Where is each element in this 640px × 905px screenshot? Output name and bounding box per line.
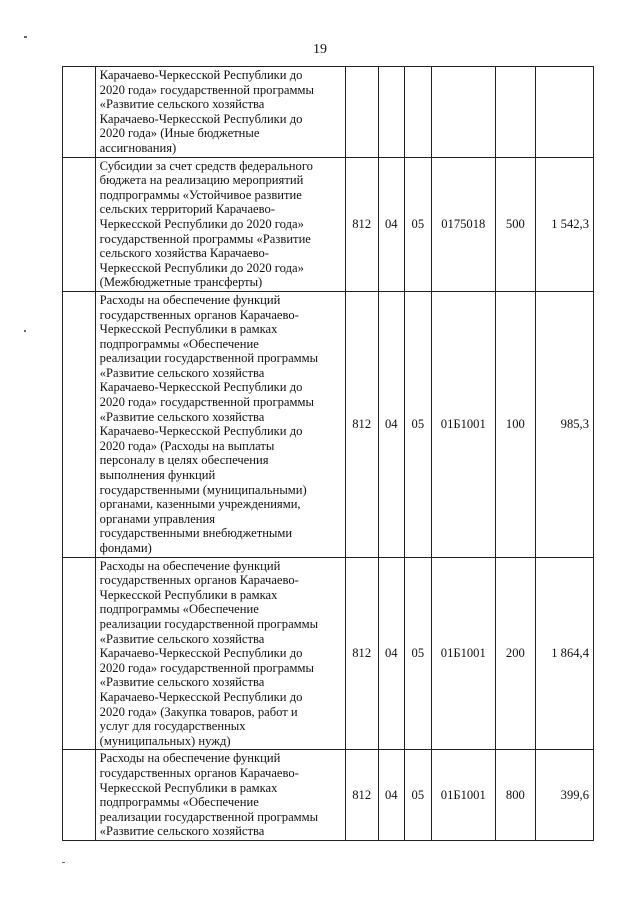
row-number-cell — [63, 291, 96, 557]
expense-type-code: 800 — [495, 750, 535, 841]
grbs-code: 812 — [345, 291, 378, 557]
subsection-code: 05 — [405, 291, 432, 557]
section-code: 04 — [378, 750, 405, 841]
table-row — [63, 157, 594, 291]
row-number-cell — [63, 157, 96, 291]
subsection-code: 05 — [405, 557, 432, 750]
amount: 1 864,4 — [535, 557, 593, 750]
subsection-code: 05 — [405, 157, 432, 291]
section-code: 04 — [378, 557, 405, 750]
table-row — [63, 67, 594, 158]
section-code — [378, 67, 405, 158]
row-number-cell — [63, 67, 96, 158]
page-number: 19 — [313, 42, 327, 57]
target-article-code: 01Б1001 — [431, 291, 495, 557]
target-article-code: 01Б1001 — [431, 750, 495, 841]
amount — [535, 67, 593, 158]
target-article-code: 01Б1001 — [431, 557, 495, 750]
row-description: Расходы на обеспечение функций государственных органов Карачаево- Черкесской Республики в рамках подпрограммы «Обеспечение реализации государственной программы «Развитие сельского хозяйства — [95, 750, 345, 841]
section-code: 04 — [378, 157, 405, 291]
grbs-code: 812 — [345, 557, 378, 750]
row-number-cell — [63, 557, 96, 750]
scan-mark — [24, 36, 27, 38]
grbs-code: 812 — [345, 750, 378, 841]
table-row — [63, 557, 594, 750]
amount: 985,3 — [535, 291, 593, 557]
row-description: Карачаево-Черкесской Республики до 2020 года» государственной программы «Развитие сельского хозяйства Карачаево-Черкесской Республики до 2020 года» (Иные бюджетные ассигнования) — [95, 67, 345, 158]
amount: 1 542,3 — [535, 157, 593, 291]
subsection-code — [405, 67, 432, 158]
grbs-code: 812 — [345, 157, 378, 291]
row-description: Субсидии за счет средств федерального бюджета на реализацию мероприятий подпрограммы «Устойчивое развитие сельских территорий Карачаево- Черкесской Республики до 2020 года» государственной программы «Развитие сельского хозяйства Карачаево- Черкесской Республики до 2020 года» (Межбюджетные трансферты) — [95, 157, 345, 291]
row-description: Расходы на обеспечение функций государственных органов Карачаево- Черкесской Республики в рамках подпрограммы «Обеспечение реализации государственной программы «Развитие сельского хозяйства Карачаево-Черкесской Республики до 2020 года» государственной программы «Развитие сельского хозяйства Карачаево-Черкесской Республики до 2020 года» (Расходы на выплаты персоналу в целях обеспечения выполнения функций государственными (муниципальными) органами, казенными учреждениями, органами управления государственными внебюджетными фондами) — [95, 291, 345, 557]
scan-mark — [24, 330, 26, 332]
expense-type-code — [495, 67, 535, 158]
expense-type-code: 100 — [495, 291, 535, 557]
table-row — [63, 750, 594, 841]
table-row — [63, 291, 594, 557]
grbs-code — [345, 67, 378, 158]
target-article-code: 0175018 — [431, 157, 495, 291]
subsection-code: 05 — [405, 750, 432, 841]
expense-type-code: 500 — [495, 157, 535, 291]
scan-mark — [62, 862, 65, 863]
row-number-cell — [63, 750, 96, 841]
target-article-code — [431, 67, 495, 158]
budget-table — [62, 66, 594, 841]
expense-type-code: 200 — [495, 557, 535, 750]
amount: 399,6 — [535, 750, 593, 841]
section-code: 04 — [378, 291, 405, 557]
row-description: Расходы на обеспечение функций государственных органов Карачаево- Черкесской Республики в рамках подпрограммы «Обеспечение реализации государственной программы «Развитие сельского хозяйства Карачаево-Черкесской Республики до 2020 года» государственной программы «Развитие сельского хозяйства Карачаево-Черкесской Республики до 2020 года» (Закупка товаров, работ и услуг для государственных (муниципальных) нужд) — [95, 557, 345, 750]
